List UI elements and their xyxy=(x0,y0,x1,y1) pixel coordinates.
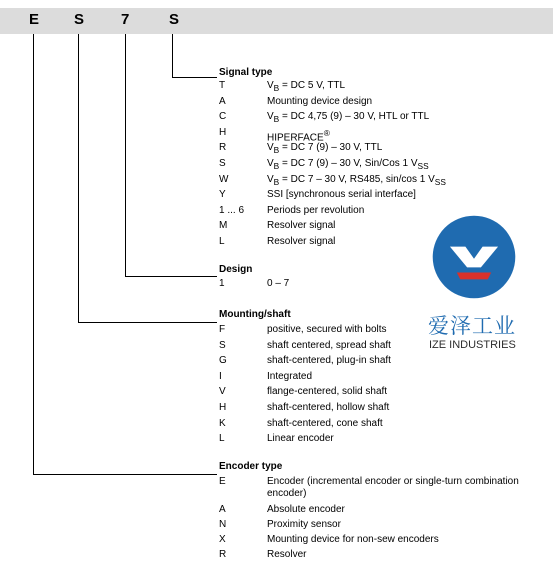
mounting-code: I xyxy=(219,370,222,382)
signal-description: $V_B$ = DC 7 (9) – 30 V, TTL xyxy=(267,142,383,156)
design-code: 1 xyxy=(219,278,225,289)
signal-description: HIPERFACE® xyxy=(267,127,330,144)
design-connector-vertical xyxy=(125,34,126,277)
signal-description: $V_B$ = DC 4,75 (9) – 30 V, HTL or TTL xyxy=(267,111,430,125)
encoder-code: R xyxy=(219,549,227,560)
signal-connector-horizontal xyxy=(172,77,217,78)
signal-code: 1 ... 6 xyxy=(219,204,245,216)
encoder-type-heading: Encoder type xyxy=(219,461,283,472)
design-description: 0 – 7 xyxy=(267,278,290,289)
encoder-code: A xyxy=(219,504,226,515)
encoder-connector-vertical xyxy=(33,34,34,475)
mounting-description: Integrated xyxy=(267,370,313,382)
signal-code: R xyxy=(219,142,227,154)
signal-description: Resolver signal xyxy=(267,236,336,247)
signal-description: $V_B$ = DC 5 V, TTL xyxy=(267,80,346,93)
encoder-code: E xyxy=(219,476,226,487)
signal-code: M xyxy=(219,220,228,232)
code-letter-signal: S xyxy=(169,11,180,28)
design-heading: Design xyxy=(219,264,253,275)
mounting-description: shaft-centered, plug-in shaft xyxy=(267,355,391,367)
encoder-description: Proximity sensor xyxy=(267,519,341,530)
mounting-code: K xyxy=(219,417,226,429)
ize-logo-icon xyxy=(431,214,517,300)
signal-code: C xyxy=(219,111,227,123)
signal-code: W xyxy=(219,173,229,185)
signal-code: T xyxy=(219,80,226,91)
signal-code: Y xyxy=(219,189,226,201)
code-letter-encoder-type: E xyxy=(29,11,40,28)
mounting-description: shaft-centered, hollow shaft xyxy=(267,402,390,413)
mounting-code: L xyxy=(219,433,225,445)
signal-description: $V_B$ = DC 7 (9) – 30 V, Sin/Cos 1 $V_{SS}$ xyxy=(267,158,429,171)
encoder-connector-horizontal xyxy=(33,474,217,475)
mounting-description: shaft centered, spread shaft xyxy=(267,339,391,351)
mounting-code: F xyxy=(219,324,226,335)
mounting-code: S xyxy=(219,339,226,351)
mounting-description: positive, secured with bolts xyxy=(267,324,387,335)
signal-description: SSI [synchronous serial interface] xyxy=(267,189,416,201)
encoder-description: Encoder (incremental encoder or single-turn combination encoder) xyxy=(267,476,519,499)
code-letter-design: 7 xyxy=(121,11,130,28)
signal-code: L xyxy=(219,236,225,247)
signal-code: S xyxy=(219,158,226,169)
encoder-description: Absolute encoder xyxy=(267,504,345,515)
signal-description: Periods per revolution xyxy=(267,204,365,216)
signal-code: H xyxy=(219,126,227,138)
watermark-cn: 爱泽工业 xyxy=(428,315,516,338)
mounting-code: H xyxy=(219,402,227,413)
mounting-description: shaft-centered, cone shaft xyxy=(267,417,383,429)
mounting-description: Linear encoder xyxy=(267,433,334,445)
mounting-connector-horizontal xyxy=(78,322,217,323)
mounting-description: flange-centered, solid shaft xyxy=(267,386,388,398)
code-letter-mounting: S xyxy=(74,11,85,28)
design-connector-horizontal xyxy=(125,276,217,277)
encoder-description: Mounting device for non-sew encoders xyxy=(267,534,439,545)
encoder-code: X xyxy=(219,534,226,545)
signal-code: A xyxy=(219,95,226,107)
mounting-code: G xyxy=(219,355,227,367)
encoder-code: N xyxy=(219,519,227,530)
watermark-en: IZE INDUSTRIES xyxy=(429,339,516,351)
signal-description: Resolver signal xyxy=(267,220,336,232)
signal-connector-vertical xyxy=(172,34,173,78)
signal-description: Mounting device design xyxy=(267,95,373,107)
mounting-code: V xyxy=(219,386,226,398)
mounting-connector-vertical xyxy=(78,34,79,323)
mounting-shaft-heading: Mounting/shaft xyxy=(219,309,291,320)
encoder-description: Resolver xyxy=(267,549,307,560)
signal-description: $V_B$ = DC 7 – 30 V, RS485, sin/cos 1 $V_{SS}$ xyxy=(267,173,446,187)
signal-type-heading: Signal type xyxy=(219,67,273,78)
